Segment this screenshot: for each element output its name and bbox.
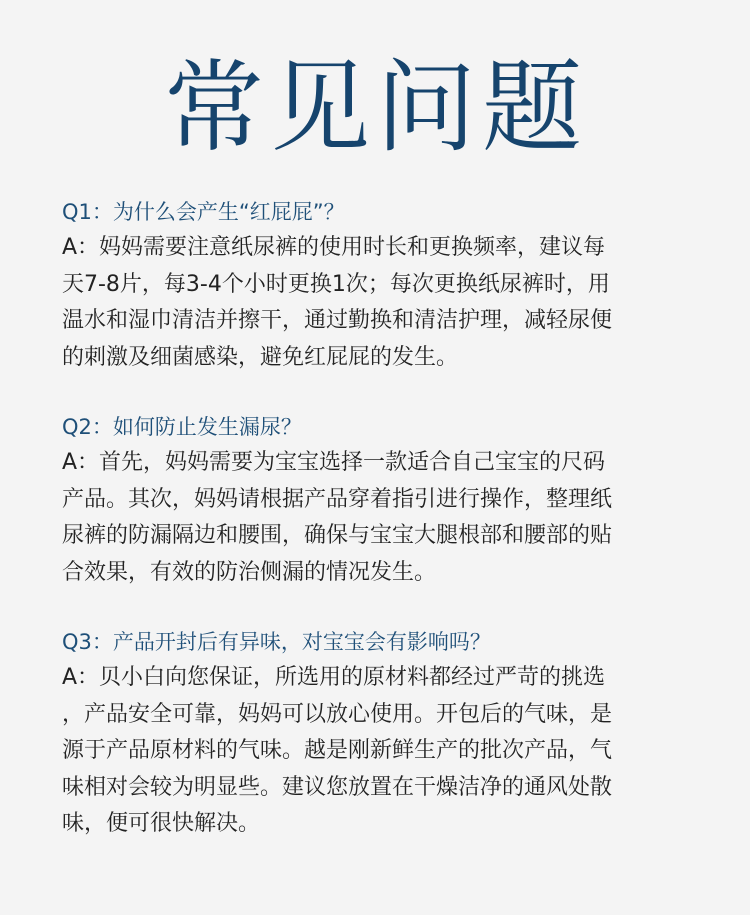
faq-answer: [62, 445, 690, 591]
page-title: 常见问题: [164, 49, 588, 166]
faq-answer-line: A：妈妈需要注意纸尿裤的使用时长和更换频率，建议每: [62, 235, 606, 260]
faq-answer-line: 天7-8片，每3-4个小时更换1次；每次更换纸尿裤时，用: [62, 271, 610, 297]
faq-answer: [62, 660, 690, 843]
faq-answer-line: A：首先，妈妈需要为宝宝选择一款适合自己宝宝的尺码: [62, 450, 606, 475]
faq-item-1: [62, 194, 690, 376]
faq-answer-line: 的刺激及细菌感染，避免红屁屁的发生。: [62, 344, 459, 370]
faq-item-2: [62, 409, 690, 591]
faq-answer-line: A：贝小白向您保证，所选用的原材料都经过严苛的挑选: [62, 665, 606, 690]
faq-answer-line: 温水和湿巾清洁并擦干，通过勤换和清洁护理，减轻尿便: [62, 308, 613, 333]
faq-answer-line: 产品。其次，妈妈请根据产品穿着指引进行操作，整理纸: [62, 486, 613, 512]
faq-answer-line: 味，便可很快解决。: [62, 811, 261, 836]
faq-question: Q3：产品开封后有异味，对宝宝会有影响吗？: [62, 630, 491, 654]
faq-answer-line: 尿裤的防漏隔边和腰围，确保与宝宝大腿根部和腰部的贴: [62, 523, 613, 548]
faq-item-3: [62, 624, 690, 843]
faq-question: Q1：为什么会产生“红屁屁”？: [62, 200, 345, 224]
faq-answer-line: ，产品安全可靠，妈妈可以放心使用。开包后的气味，是: [62, 701, 613, 727]
faq-answer-line: 味相对会较为明显些。建议您放置在干燥洁净的通风处散: [62, 774, 613, 800]
faq-answer-line: 源于产品原材料的气味。越是刚新鲜生产的批次产品，气: [62, 738, 613, 763]
faq-answer-line: 合效果，有效的防治侧漏的情况发生。: [62, 559, 437, 585]
faq-answer: [62, 230, 690, 376]
faq-question: Q2：如何防止发生漏尿？: [62, 415, 302, 439]
